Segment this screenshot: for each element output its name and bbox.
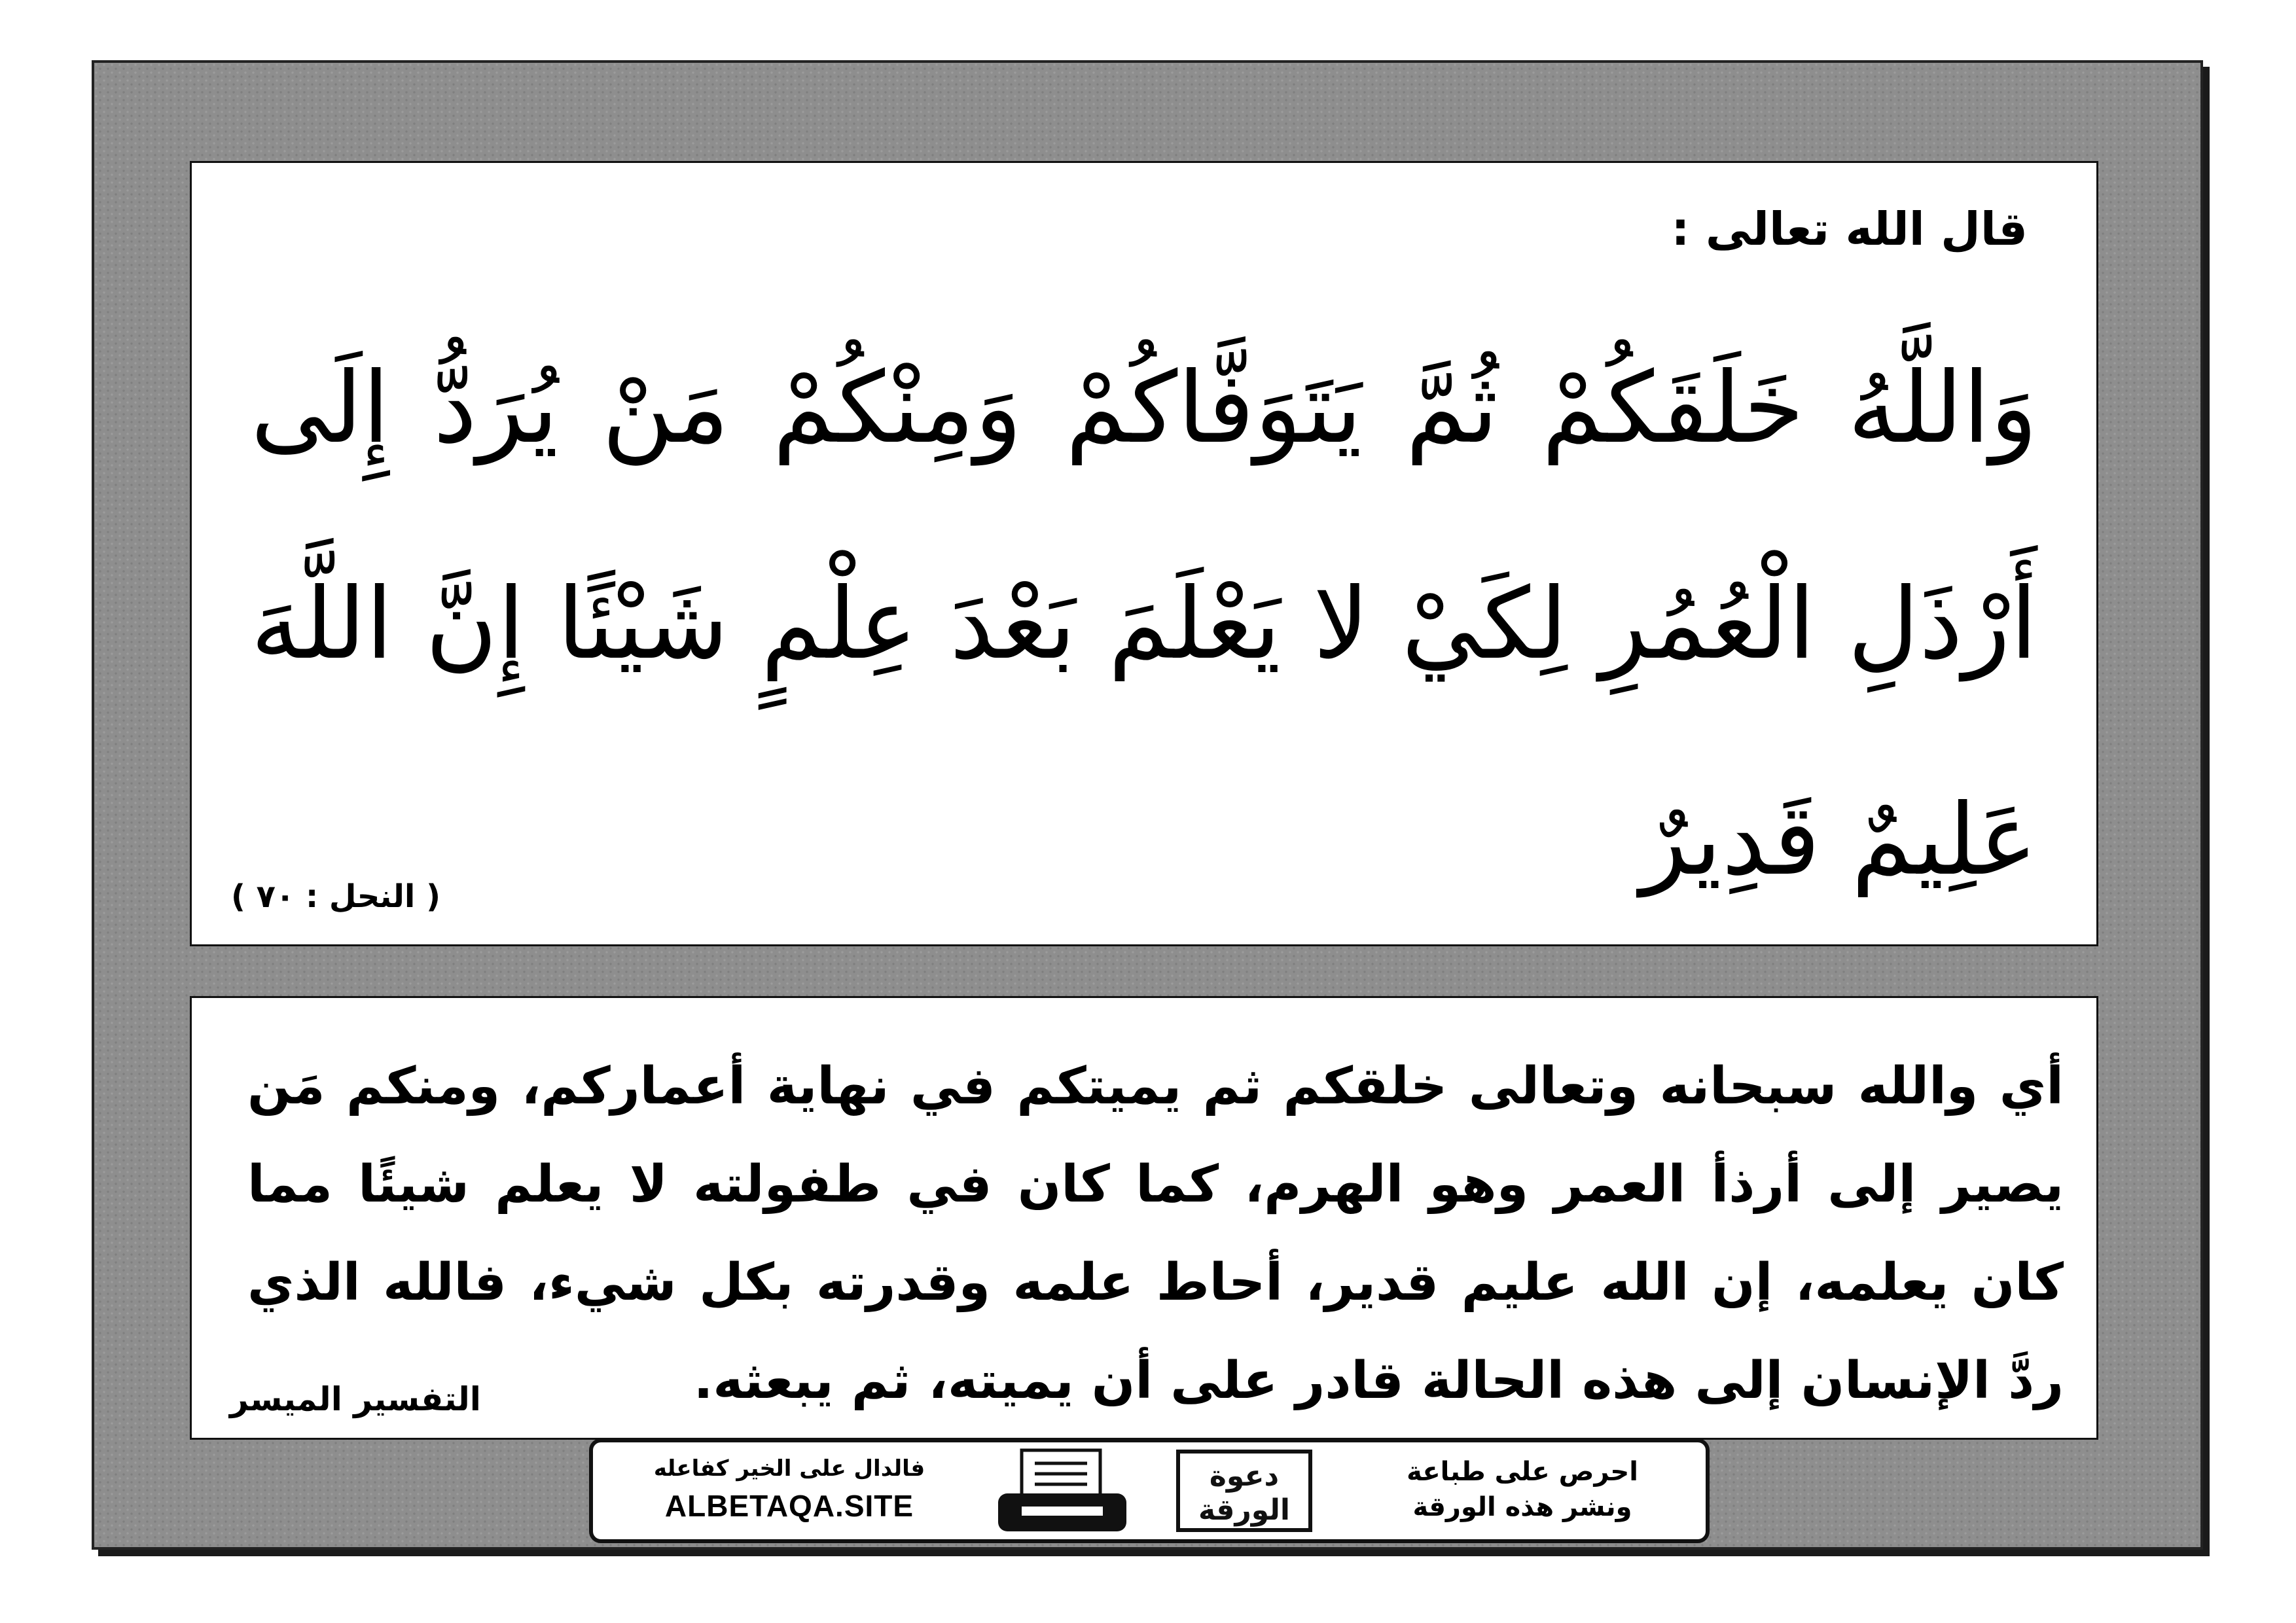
tafsir-panel xyxy=(190,996,2098,1440)
footer-motto: فالدال على الخير كفاعله xyxy=(653,1455,925,1482)
logo-line2: الورقة xyxy=(1198,1493,1291,1527)
site-link[interactable]: ALBETAQA.SITE xyxy=(664,1489,914,1523)
footer-right-line1: احرص على طباعة xyxy=(1407,1457,1638,1487)
tafsir-source: التفسير الميسر xyxy=(230,1380,481,1418)
printer-icon xyxy=(996,1448,1130,1534)
logo-line1: دعوة xyxy=(1209,1459,1280,1493)
verse-heading: قال الله تعالى : xyxy=(1671,202,2028,256)
tafsir-text: أي والله سبحانه وتعالى خلقكم ثم يميتكم في نهاية أعماركم، ومنكم مَن يصير إلى أرذأ العمر وهو الهرم، كما كان في طفولته لا يعلم شيئًا مما كان يعلمه، إن الله عليم قدير، أحاط علمه وقدرته بكل شيء، فالله الذي ردَّ الإنسان إلى هذه الحالة قادر على أن يميته، ثم يبعثه. xyxy=(247,1057,2064,1410)
verse-reference: ( النحل : ٧٠ ) xyxy=(231,878,441,915)
quran-verse: وَاللَّهُ خَلَقَكُمْ ثُمَّ يَتَوَفَّاكُمْ وَمِنْكُمْ مَنْ يُرَدُّ إِلَى أَرْذَلِ الْعُمُرِ لِكَيْ لا يَعْلَمَ بَعْدَ عِلْمٍ شَيْئًا إِنَّ اللَّهَ عَلِيمٌ قَدِيرٌ xyxy=(251,351,2037,897)
verse-panel xyxy=(190,161,2098,946)
albetaqa-logo xyxy=(1175,1449,1313,1533)
footer-banner xyxy=(589,1438,1710,1543)
footer-left xyxy=(593,1442,986,1539)
footer-right xyxy=(1339,1442,1706,1539)
footer-right-line2: ونشر هذه الورقة xyxy=(1412,1492,1632,1522)
